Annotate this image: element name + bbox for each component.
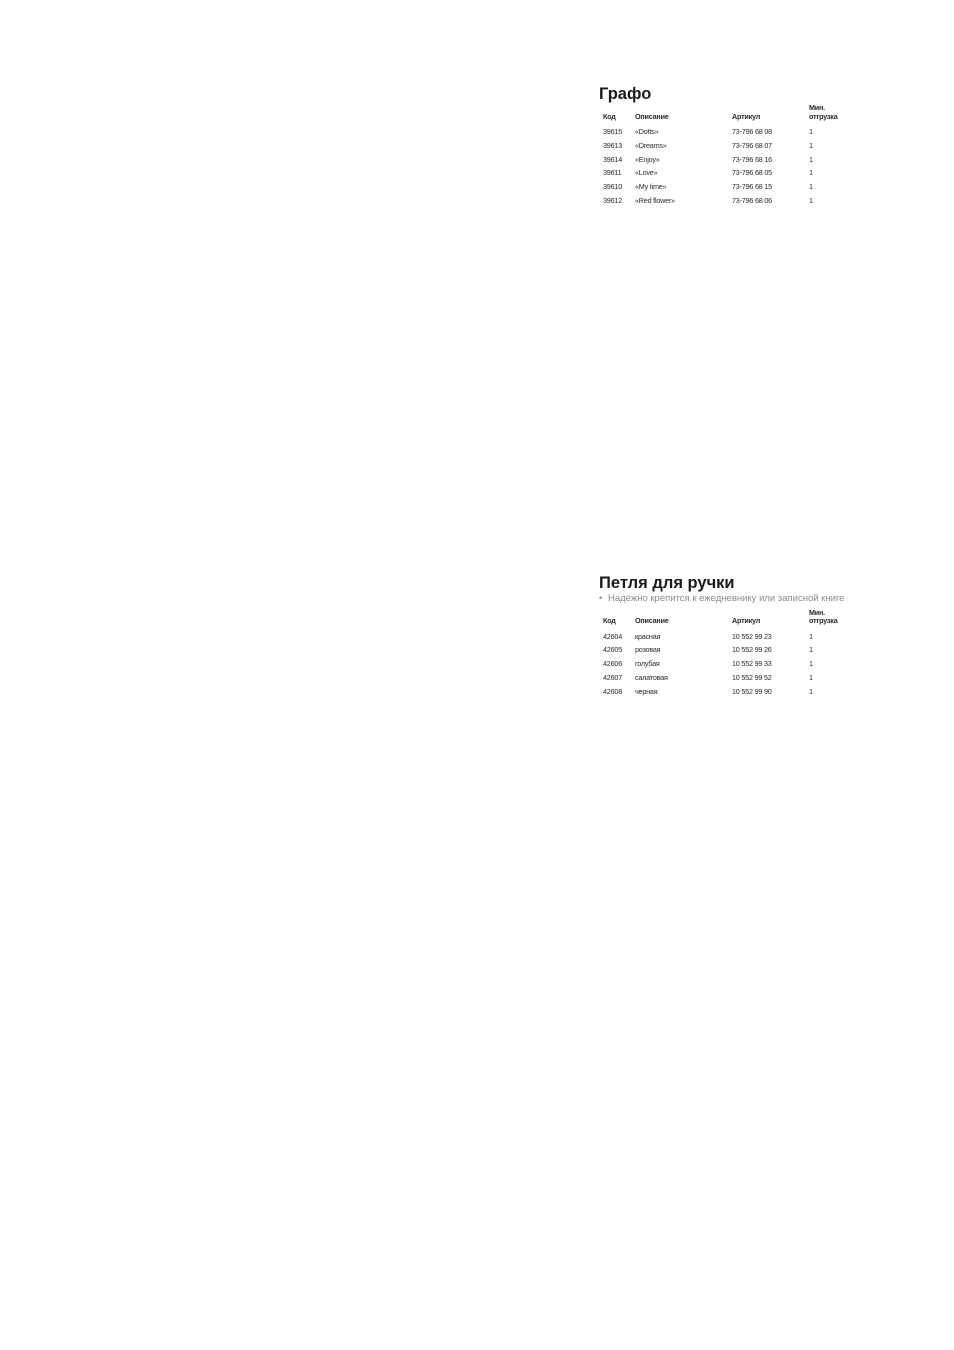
table-row <box>603 685 849 699</box>
cell-article: 73-796 68 07 <box>732 140 772 150</box>
cell-description: розовая <box>635 645 661 655</box>
cell-description: голубая <box>635 659 660 669</box>
cell-article: 73-796 68 16 <box>732 154 772 164</box>
cell-description: «Dotts» <box>635 127 659 136</box>
cell-code: 42607 <box>603 672 622 682</box>
cell-code: 39611 <box>603 168 622 178</box>
cell-article: 10 552 99 33 <box>732 659 772 669</box>
cell-code: 39615 <box>603 127 622 136</box>
header-min-shipment: Мин. отгрузка <box>809 103 838 121</box>
cell-article: 73-796 68 06 <box>732 195 772 205</box>
cell-article: 10 552 99 26 <box>732 645 772 655</box>
cell-min-shipment: 1 <box>809 168 813 178</box>
product-table <box>603 609 849 699</box>
bullet-dot-icon: • <box>599 593 603 604</box>
cell-min-shipment: 1 <box>809 127 813 136</box>
table-row <box>603 643 849 657</box>
cell-code: 39613 <box>603 140 622 150</box>
table-header-row <box>603 609 849 630</box>
cell-min-shipment: 1 <box>809 659 813 669</box>
cell-description: красная <box>635 631 661 641</box>
table-header-row <box>603 104 849 125</box>
header-code: Код <box>603 111 616 121</box>
cell-description: «Enjoy» <box>635 154 660 164</box>
table-row <box>603 180 849 194</box>
table-row <box>603 657 849 671</box>
cell-description: «Love» <box>635 168 658 178</box>
header-description: Описание <box>635 616 669 625</box>
cell-article: 10 552 99 90 <box>732 686 772 696</box>
header-article: Артикул <box>732 616 761 625</box>
cell-code: 42605 <box>603 645 622 655</box>
header-min-shipment: Мин. отгрузка <box>809 607 838 625</box>
section-title: Графо <box>599 85 652 103</box>
cell-article: 73-796 68 15 <box>732 182 772 192</box>
product-section-grafo <box>599 84 849 208</box>
cell-description: «Dreams» <box>635 140 667 150</box>
feature-bullet <box>599 593 849 606</box>
cell-article: 10 552 99 52 <box>732 672 772 682</box>
table-row <box>603 139 849 153</box>
cell-min-shipment: 1 <box>809 182 813 192</box>
header-article: Артикул <box>732 111 761 121</box>
table-row <box>603 166 849 180</box>
cell-min-shipment: 1 <box>809 195 813 205</box>
table-row <box>603 630 849 644</box>
bullet-text: Надежно крепится к ежедневнику или записной книге <box>608 593 845 604</box>
table-row <box>603 153 849 167</box>
cell-article: 73-796 68 05 <box>732 168 772 178</box>
cell-article: 10 552 99 23 <box>732 631 772 641</box>
header-description: Описание <box>635 111 669 121</box>
cell-min-shipment: 1 <box>809 686 813 696</box>
cell-description: черная <box>635 686 658 696</box>
table-row <box>603 125 849 139</box>
section-title: Петля для ручки <box>599 574 735 592</box>
cell-min-shipment: 1 <box>809 140 813 150</box>
cell-min-shipment: 1 <box>809 631 813 641</box>
cell-code: 39614 <box>603 154 622 164</box>
cell-description: салатовая <box>635 672 668 682</box>
product-section-pen-loop <box>599 573 849 698</box>
cell-min-shipment: 1 <box>809 672 813 682</box>
cell-code: 39610 <box>603 182 622 192</box>
header-code: Код <box>603 616 616 625</box>
table-row <box>603 194 849 208</box>
cell-code: 42606 <box>603 659 622 669</box>
cell-description: «Red flower» <box>635 195 675 205</box>
product-table <box>603 104 849 208</box>
cell-description: «My time» <box>635 182 667 192</box>
cell-code: 39612 <box>603 195 622 205</box>
table-row <box>603 671 849 685</box>
cell-article: 73-796 68 08 <box>732 127 772 136</box>
cell-code: 42604 <box>603 631 622 641</box>
cell-min-shipment: 1 <box>809 645 813 655</box>
cell-code: 42608 <box>603 686 622 696</box>
cell-min-shipment: 1 <box>809 154 813 164</box>
